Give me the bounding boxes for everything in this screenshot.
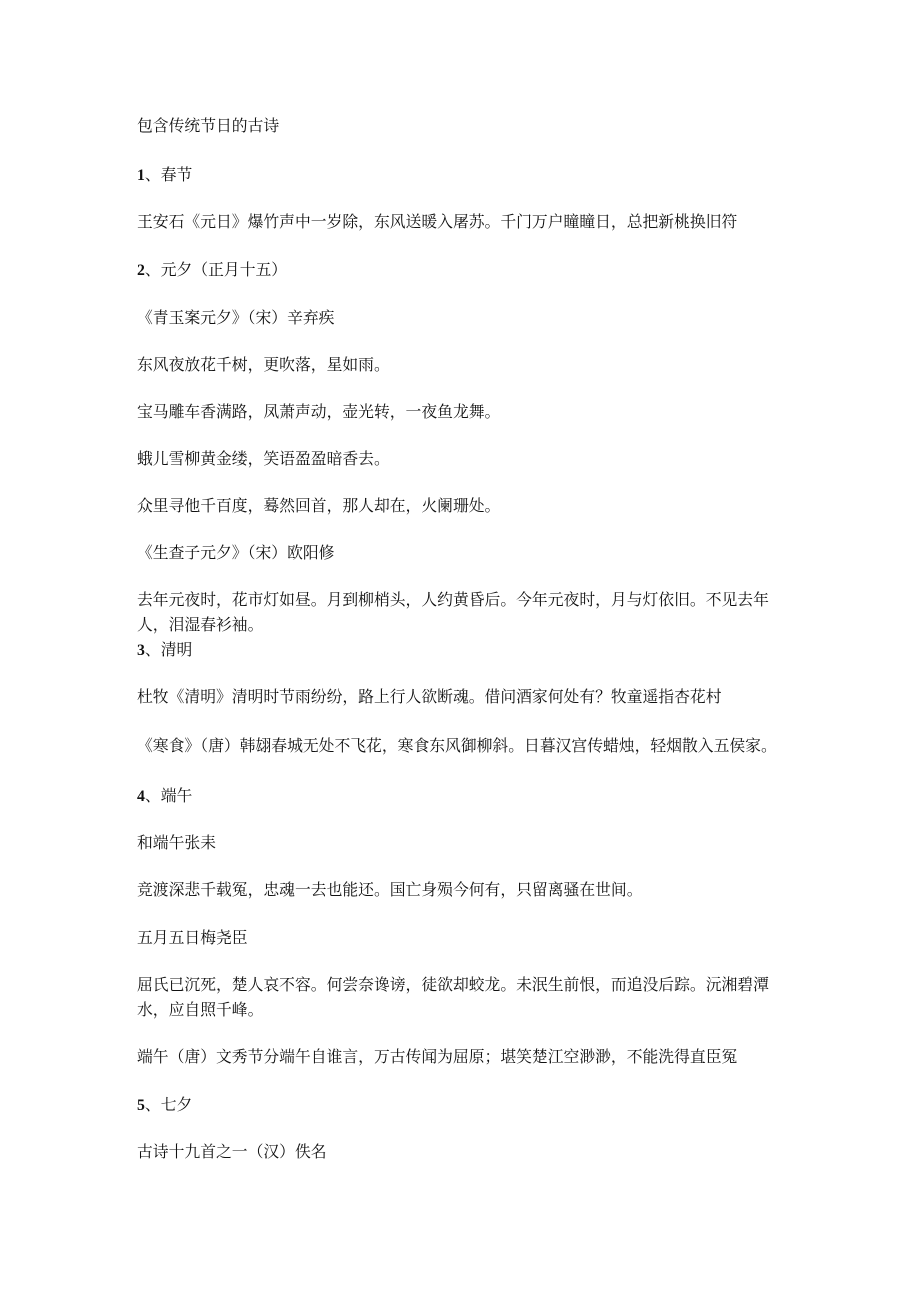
- poem-title: 《青玉案元夕》（宋）辛弃疾: [137, 308, 335, 327]
- poem-line: 杜牧《清明》清明时节雨纷纷，路上行人欲断魂。借问酒家何处有？牧童遥指杏花村: [137, 687, 722, 706]
- section-label: 、春节: [144, 165, 193, 184]
- section-label: 、端午: [144, 786, 193, 805]
- section-heading-lantern-festival: [137, 260, 287, 280]
- poem-line: 宝马雕车香满路，凤萧声动，壶光转，一夜鱼龙舞。: [137, 402, 501, 421]
- poem-title: 和端午张耒: [137, 833, 216, 852]
- poem-line: 王安石《元日》爆竹声中一岁除，东风送暖入屠苏。千门万户瞳瞳日，总把新桃换旧符: [137, 212, 738, 231]
- section-number: 2: [137, 262, 145, 279]
- section-label: 、清明: [144, 640, 193, 659]
- document-title: 包含传统节日的古诗: [137, 116, 280, 135]
- poem-title: 古诗十九首之一（汉）佚名: [137, 1142, 327, 1161]
- section-number: 4: [137, 788, 145, 805]
- section-label: 、元夕（正月十五）: [144, 260, 288, 279]
- section-heading-dragon-boat: [137, 786, 192, 806]
- poem-line: 屈氏已沉死，楚人哀不容。何尝奈谗谤，徒欲却蛟龙。未泯生前恨，而追没后踪。沅湘碧潭: [137, 975, 769, 994]
- poem-line: 蛾儿雪柳黄金缕，笑语盈盈暗香去。: [137, 449, 390, 468]
- section-label: 、七夕: [144, 1095, 193, 1114]
- poem-title: 《生查子元夕》（宋）欧阳修: [137, 543, 335, 562]
- section-heading-qixi: [137, 1095, 192, 1115]
- poem-line-continued: 水，应自照千峰。: [137, 1000, 264, 1019]
- poem-line: 众里寻他千百度，蓦然回首，那人却在，火阑珊处。: [137, 496, 501, 515]
- poem-line: 《寒食》（唐）韩翃春城无处不飞花，寒食东风御柳斜。日暮汉宫传蜡烛，轻烟散入五侯家。: [137, 736, 777, 755]
- section-number: 5: [137, 1097, 145, 1114]
- section-number: 1: [137, 167, 145, 184]
- section-number: 3: [137, 642, 145, 659]
- poem-line-continued: 人，泪湿春衫袖。: [137, 615, 264, 634]
- poem-title: 五月五日梅尧臣: [137, 928, 248, 947]
- section-heading-qingming: [137, 640, 192, 660]
- section-heading-spring-festival: [137, 165, 192, 185]
- poem-line: 竞渡深悲千载冤，忠魂一去也能还。国亡身殒今何有，只留离骚在世间。: [137, 880, 643, 899]
- poem-line: 去年元夜时，花市灯如昼。月到柳梢头，人约黄昏后。今年元夜时，月与灯依旧。不见去年: [137, 590, 769, 609]
- poem-line: 东风夜放花千树，更吹落，星如雨。: [137, 355, 390, 374]
- poem-line: 端午（唐）文秀节分端午自谁言，万古传闻为屈原；堪笑楚江空渺渺，不能洗得直臣冤: [137, 1047, 738, 1066]
